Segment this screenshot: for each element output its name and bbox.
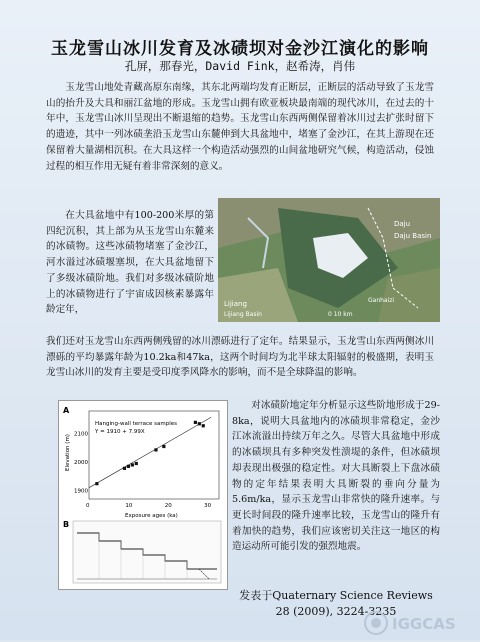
chart-point — [135, 462, 138, 465]
map-label-lijiang: Lijiang — [224, 300, 247, 308]
chart-xtick-label: 0 — [86, 503, 90, 509]
chart-point — [131, 463, 134, 466]
map-image — [218, 198, 440, 322]
map-label-daju-basin: Daju Basin — [394, 232, 432, 240]
chart-point — [123, 467, 126, 470]
chart-ytick-label: 2000 — [74, 460, 88, 467]
chart-xtick-label: 30 — [204, 503, 212, 509]
chart-point — [202, 424, 205, 427]
chart-xtick-label: 20 — [164, 503, 172, 509]
chart-xtick-label: 10 — [125, 503, 133, 509]
chart-legend: Hanging-wall terrace samples — [95, 421, 178, 427]
chart-xlabel: Exposure ages (ka) — [125, 513, 178, 519]
chart-svg — [59, 401, 227, 589]
chart-point — [127, 465, 130, 468]
chart-point — [154, 448, 157, 451]
chart-ylabel: Elevation (m) — [65, 434, 71, 471]
chart-panel-a-label: A — [63, 406, 70, 415]
chart-ytick-label: 2100 — [74, 431, 88, 438]
map-scale-bar: 0 10 km — [328, 311, 353, 318]
satellite-map-figure — [218, 198, 440, 322]
page-title: 玉龙雪山冰川发育及冰碛坝对金沙江演化的影响 — [51, 39, 429, 59]
map-label-lijiang-basin: Lijiang Basin — [224, 311, 262, 318]
iggcas-logo — [356, 608, 480, 638]
paragraph-intro: 玉龙雪山地处青藏高原东南缘，其东北两端均发育正断层，正断层的活动导致了玉龙雪山的抬升及大具和丽江盆地的形成。玉龙雪山拥有欧亚板块最南端的现代冰川，在过去的十年中，玉龙雪山冰川呈现出不断退缩的趋势。玉龙雪山东西两侧保留着冰川过去扩张时留下的遗迹，其中一列冰碛垄沿玉龙雪山东麓伸到大具盆地中，堵塞了金沙江，在其上游现在还保留着大量湖相沉积。在大具这样一个构造活动强烈的山间盆地研究气候，构造活动，侵蚀过程的相互作用无疑有着非常深刻的意义。 — [46, 82, 434, 172]
chart-panel-b-label: B — [63, 520, 70, 529]
terrace-profile-diagram — [73, 521, 221, 583]
chart-point — [198, 422, 201, 425]
chart-point — [95, 482, 98, 485]
paragraph-boulder-ages: 我们还对玉龙雪山东西两侧残留的冰川漂砾进行了定年。结果显示，玉龙雪山东西两侧冰川漂砾的平均暴露年龄为10.2ka和47ka，这两个时间均为北半球太阳辐射的极盛期，表明玉龙雪山冰川的发育主要是受印度季风降水的影响，而不是全球降温的影响。 — [46, 336, 434, 379]
chart-point — [194, 421, 197, 424]
paragraph-daju-basin: 在大具盆地中有100-200米厚的第四纪沉积，其上部为从玉龙雪山东麓来的冰碛物。这些冰碛物堵塞了金沙江，河水溢过冰碛堰塞坝，在大具盆地留下了多级冰碛阶地。我们对多级冰碛阶地上的冰碛物进行了宇宙成因核素暴露年龄定年， — [46, 210, 214, 316]
paragraph-terrace-dating: 对冰碛阶地定年分析显示这些阶地形成于29-8ka，说明大具盆地内的冰碛坝非常稳定，金沙江冰流溢出持续万年之久。尽管大具盆地中形成的冰碛坝具有多种突发性溃堤的条件，但冰碛坝却表现出极强的稳定性。对大具断裂上下盘冰碛物的定年结果表明大具断裂的垂向分量为5.6m/ka，显示玉龙雪山非常快的隆升速率。与更长时间段的隆升速率比较，玉龙雪山的隆升有着加快的趋势，我们应该密切关注这一地区的构造运动所可能引发的强烈地震。 — [232, 400, 440, 553]
logo-text: IGGCAS — [392, 615, 456, 633]
chart-point — [162, 445, 165, 448]
map-label-ganhaizi: Ganhaizi — [368, 297, 395, 304]
authors-line: 孔屏，那春光，David Fink，赵希涛，肖伟 — [124, 59, 356, 73]
publication-citation: 28 (2009), 3224-3235 — [275, 605, 397, 618]
chart-equation: Y = 1910 + 7.99X — [95, 429, 145, 435]
elevation-age-chart — [58, 400, 228, 590]
chart-ytick-label: 1900 — [74, 488, 88, 495]
map-label-daju: Daju — [394, 220, 411, 228]
chart-fit-line — [89, 417, 211, 487]
publication-journal: 发表于Quaternary Science Reviews — [239, 589, 433, 602]
